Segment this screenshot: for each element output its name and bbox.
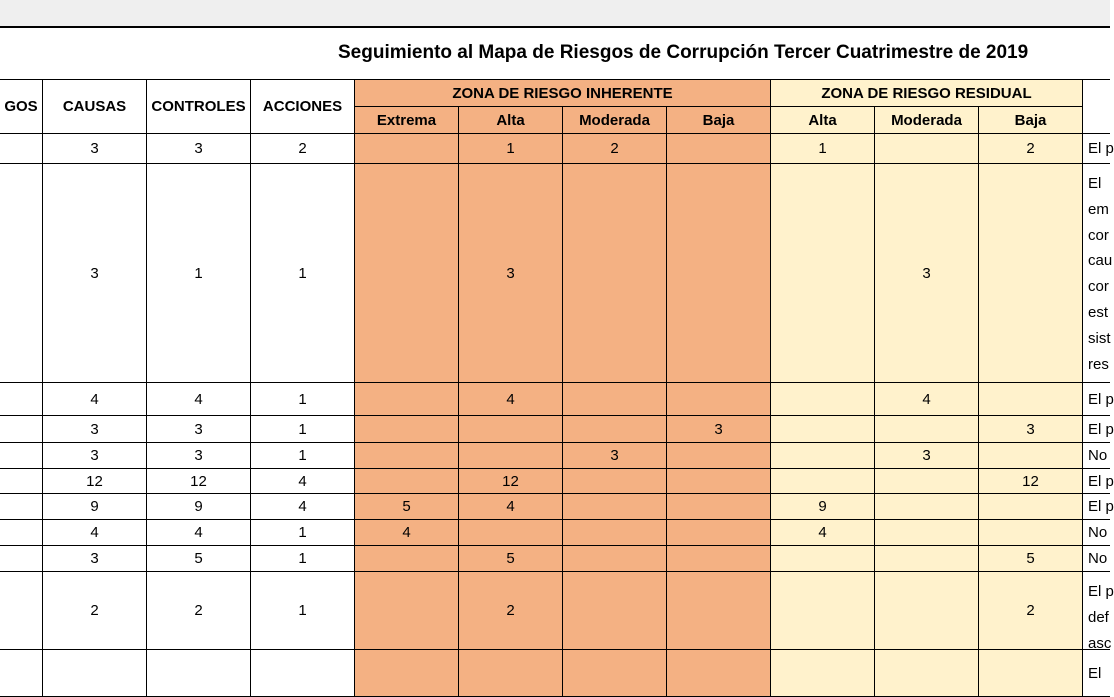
observacion-text: El p <box>1088 140 1114 157</box>
cell-inherente-baja <box>667 572 771 650</box>
cell-acciones: 1 <box>251 572 355 650</box>
cell-inherente-extrema <box>355 443 459 469</box>
cell-residual-alta <box>771 469 875 494</box>
cell-residual-moderada <box>875 469 979 494</box>
observacion-text: cor <box>1088 226 1109 244</box>
header-observaciones <box>1083 80 1110 134</box>
cell-inherente-baja <box>667 469 771 494</box>
cell-acciones: 1 <box>251 383 355 416</box>
cell-acciones <box>251 650 355 697</box>
cell-controles: 4 <box>147 520 251 546</box>
cell-inherente-baja <box>667 546 771 572</box>
cell-acciones: 1 <box>251 546 355 572</box>
row-riesgo-cell <box>0 443 43 469</box>
cell-observacion <box>1083 572 1114 652</box>
cell-observacion <box>1083 494 1114 520</box>
cell-inherente-extrema <box>355 383 459 416</box>
observacion-text: El p <box>1088 420 1114 438</box>
header-acciones: ACCIONES <box>251 80 355 134</box>
cell-inherente-baja <box>667 520 771 546</box>
cell-residual-alta <box>771 416 875 443</box>
cell-acciones: 1 <box>251 520 355 546</box>
row-riesgo-cell <box>0 650 43 697</box>
cell-residual-baja: 3 <box>979 416 1083 443</box>
cell-residual-baja <box>979 520 1083 546</box>
cell-residual-moderada <box>875 546 979 572</box>
row-riesgo-cell <box>0 520 43 546</box>
cell-causas: 3 <box>43 443 147 469</box>
cell-inherente-alta <box>459 650 563 697</box>
cell-acciones: 1 <box>251 164 355 383</box>
observacion-text: cor <box>1088 278 1109 296</box>
cell-causas: 4 <box>43 383 147 416</box>
observacion-text: El p <box>1088 583 1114 600</box>
header-controles: CONTROLES <box>147 80 251 134</box>
cell-inherente-alta <box>459 520 563 546</box>
cell-inherente-extrema <box>355 546 459 572</box>
cell-controles: 3 <box>147 134 251 164</box>
cell-controles: 12 <box>147 469 251 494</box>
cell-inherente-moderada <box>563 520 667 546</box>
cell-residual-alta <box>771 164 875 383</box>
observacion-text: El p <box>1088 390 1114 408</box>
cell-controles: 5 <box>147 546 251 572</box>
observacion-text: em <box>1088 200 1109 218</box>
cell-residual-alta: 9 <box>771 494 875 520</box>
cell-observacion <box>1083 164 1113 383</box>
cell-residual-alta <box>771 650 875 697</box>
header-zona-residual: ZONA DE RIESGO RESIDUAL <box>771 80 1083 107</box>
cell-inherente-moderada <box>563 164 667 383</box>
header-zona-inherente: ZONA DE RIESGO INHERENTE <box>355 80 771 107</box>
observacion-text: No <box>1088 447 1108 464</box>
observacion-text: cau <box>1088 252 1113 270</box>
cell-inherente-extrema <box>355 469 459 494</box>
cell-acciones: 1 <box>251 416 355 443</box>
cell-inherente-baja <box>667 164 771 383</box>
header-inherente-moderada: Moderada <box>563 107 667 134</box>
cell-causas: 9 <box>43 494 147 520</box>
cell-inherente-moderada <box>563 650 667 697</box>
cell-causas: 3 <box>43 416 147 443</box>
cell-residual-alta <box>771 443 875 469</box>
cell-residual-moderada: 4 <box>875 383 979 416</box>
cell-causas: 12 <box>43 469 147 494</box>
cell-inherente-moderada <box>563 494 667 520</box>
row-riesgo-cell <box>0 546 43 572</box>
header-residual-baja: Baja <box>979 107 1083 134</box>
cell-inherente-baja <box>667 443 771 469</box>
cell-residual-baja: 2 <box>979 572 1083 650</box>
cell-residual-moderada <box>875 650 979 697</box>
cell-inherente-alta: 1 <box>459 134 563 164</box>
cell-residual-moderada <box>875 494 979 520</box>
cell-residual-baja <box>979 494 1083 520</box>
cell-residual-moderada <box>875 520 979 546</box>
cell-causas: 4 <box>43 520 147 546</box>
observacion-text: sist <box>1088 329 1111 347</box>
observacion-text: El <box>1088 664 1102 682</box>
cell-inherente-moderada: 3 <box>563 443 667 469</box>
observacion-text: asc <box>1088 634 1112 652</box>
cell-observacion <box>1083 546 1110 572</box>
header-causas: CAUSAS <box>43 80 147 134</box>
observacion-text: No <box>1088 524 1108 541</box>
cell-controles: 3 <box>147 416 251 443</box>
cell-residual-moderada <box>875 572 979 650</box>
cell-observacion <box>1083 469 1114 494</box>
cell-inherente-alta: 12 <box>459 469 563 494</box>
cell-residual-moderada <box>875 416 979 443</box>
cell-residual-alta <box>771 383 875 416</box>
cell-inherente-alta <box>459 443 563 469</box>
row-riesgo-cell <box>0 416 43 443</box>
header-inherente-alta: Alta <box>459 107 563 134</box>
cell-inherente-extrema <box>355 134 459 164</box>
row-riesgo-cell <box>0 494 43 520</box>
cell-observacion <box>1083 443 1110 469</box>
cell-inherente-extrema <box>355 164 459 383</box>
row-riesgo-cell <box>0 469 43 494</box>
cell-causas: 2 <box>43 572 147 650</box>
observacion-text: No <box>1088 550 1108 567</box>
row-riesgo-cell <box>0 134 43 164</box>
cell-inherente-alta: 4 <box>459 383 563 416</box>
cell-residual-baja: 2 <box>979 134 1083 164</box>
row-riesgo-cell <box>0 164 43 383</box>
cell-observacion <box>1083 520 1110 546</box>
cell-controles: 1 <box>147 164 251 383</box>
cell-inherente-moderada <box>563 383 667 416</box>
cell-inherente-moderada <box>563 416 667 443</box>
cell-inherente-extrema <box>355 416 459 443</box>
observacion-text: El p <box>1088 472 1114 490</box>
cell-inherente-extrema: 5 <box>355 494 459 520</box>
observacion-text: El <box>1088 175 1102 192</box>
cell-inherente-moderada <box>563 546 667 572</box>
cell-inherente-baja <box>667 650 771 697</box>
cell-controles <box>147 650 251 697</box>
cell-causas: 3 <box>43 546 147 572</box>
cell-residual-baja <box>979 650 1083 697</box>
cell-residual-baja: 5 <box>979 546 1083 572</box>
cell-residual-baja: 12 <box>979 469 1083 494</box>
cell-observacion <box>1083 650 1110 697</box>
cell-inherente-alta: 4 <box>459 494 563 520</box>
cell-causas <box>43 650 147 697</box>
cell-inherente-baja <box>667 494 771 520</box>
cell-residual-alta: 4 <box>771 520 875 546</box>
header-residual-alta: Alta <box>771 107 875 134</box>
cell-acciones: 1 <box>251 443 355 469</box>
cell-residual-baja <box>979 383 1083 416</box>
header-riesgos: GOS <box>0 80 43 134</box>
cell-inherente-alta: 5 <box>459 546 563 572</box>
cell-inherente-extrema <box>355 572 459 650</box>
cell-inherente-baja <box>667 383 771 416</box>
cell-acciones: 2 <box>251 134 355 164</box>
header-inherente-baja: Baja <box>667 107 771 134</box>
cell-residual-alta <box>771 546 875 572</box>
cell-causas: 3 <box>43 134 147 164</box>
header-inherente-extrema: Extrema <box>355 107 459 134</box>
cell-residual-alta <box>771 572 875 650</box>
cell-inherente-alta: 3 <box>459 164 563 383</box>
header-residual-moderada: Moderada <box>875 107 979 134</box>
cell-observacion <box>1083 383 1114 416</box>
cell-residual-alta: 1 <box>771 134 875 164</box>
cell-controles: 2 <box>147 572 251 650</box>
cell-residual-moderada <box>875 134 979 164</box>
cell-inherente-moderada <box>563 469 667 494</box>
cell-acciones: 4 <box>251 469 355 494</box>
observacion-text: res <box>1088 355 1109 373</box>
cell-controles: 9 <box>147 494 251 520</box>
observacion-text: El p <box>1088 498 1114 515</box>
observacion-text: def <box>1088 608 1109 626</box>
cell-inherente-alta: 2 <box>459 572 563 650</box>
cell-controles: 3 <box>147 443 251 469</box>
observacion-text: est <box>1088 303 1109 321</box>
row-riesgo-cell <box>0 572 43 650</box>
cell-residual-moderada: 3 <box>875 164 979 383</box>
cell-inherente-extrema <box>355 650 459 697</box>
cell-residual-baja <box>979 164 1083 383</box>
cell-causas: 3 <box>43 164 147 383</box>
cell-controles: 4 <box>147 383 251 416</box>
cell-residual-moderada: 3 <box>875 443 979 469</box>
cell-inherente-moderada: 2 <box>563 134 667 164</box>
cell-acciones: 4 <box>251 494 355 520</box>
cell-residual-baja <box>979 443 1083 469</box>
cell-inherente-baja: 3 <box>667 416 771 443</box>
cell-inherente-moderada <box>563 572 667 650</box>
row-riesgo-cell <box>0 383 43 416</box>
cell-observacion <box>1083 416 1114 443</box>
cell-inherente-alta <box>459 416 563 443</box>
cell-inherente-extrema: 4 <box>355 520 459 546</box>
cell-observacion <box>1083 134 1114 164</box>
sheet-title: Seguimiento al Mapa de Riesgos de Corrupción Tercer Cuatrimestre de 2019 <box>338 42 1029 63</box>
cell-inherente-baja <box>667 134 771 164</box>
